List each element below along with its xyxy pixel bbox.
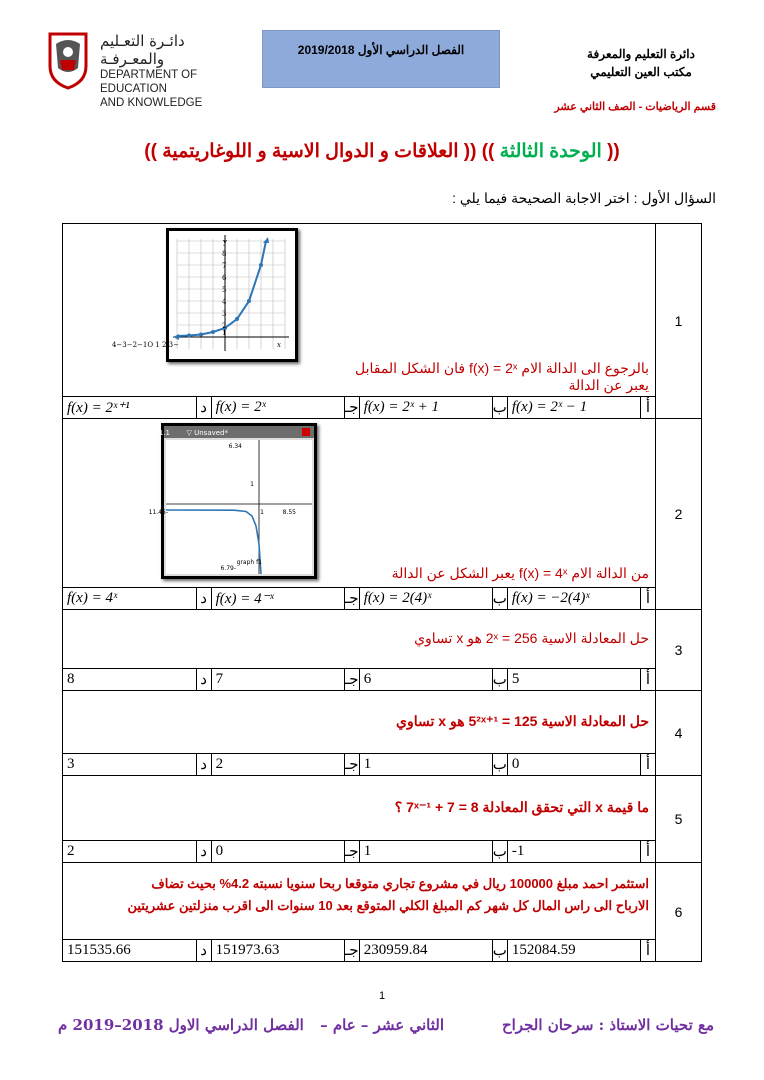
options-row	[63, 587, 655, 609]
option-letter: أ	[641, 841, 656, 863]
question-text: ما قيمة x التي تحقق المعادلة 7ˣ⁻¹ + 7 = 8 ؟	[394, 799, 649, 815]
page-number: 1	[378, 990, 386, 1002]
option-letter: د	[196, 588, 211, 610]
option-d[interactable]: f(x) = 4ˣ	[63, 588, 196, 610]
x-min: -11.45	[148, 509, 168, 516]
question-row	[63, 776, 702, 863]
footer-semester: الفصل الدراسي الاول 2018–2019 م	[58, 1016, 304, 1034]
option-b[interactable]: 1	[359, 754, 492, 776]
option-letter: د	[196, 754, 211, 776]
option-letter: جـ	[344, 754, 359, 776]
graph-label: graph f1	[236, 559, 262, 566]
y-axis-label: y	[223, 238, 227, 246]
option-letter: أ	[641, 940, 656, 962]
option-c[interactable]: 151973.63	[211, 940, 344, 962]
option-letter: ب	[492, 754, 507, 776]
semester-box: الفصل الدراسي الأول 2019/2018	[262, 30, 500, 88]
unit-title-name: العلاقات و الدوال الاسية و اللوغاريتمية	[162, 141, 459, 162]
y-tick: 6	[222, 274, 227, 282]
question-number: 5	[656, 776, 702, 863]
option-letter: د	[196, 397, 211, 419]
unit-title-close: ))	[144, 141, 157, 162]
option-a[interactable]: 152084.59	[507, 940, 640, 962]
option-c[interactable]: 2	[211, 754, 344, 776]
y-tick: 8	[222, 250, 227, 258]
close-icon[interactable]	[302, 428, 310, 436]
questions-table	[62, 223, 702, 962]
option-letter: ب	[492, 841, 507, 863]
option-a[interactable]: 5	[507, 669, 640, 691]
question-number: 4	[656, 691, 702, 776]
question-body	[63, 691, 656, 776]
calc-title: *Unsaved ▽	[186, 429, 228, 437]
subject-department: قسم الرياضيات - الصف الثاني عشر	[554, 101, 716, 113]
footer-grade: الثاني عشر – عام –	[320, 1016, 444, 1034]
option-b[interactable]: 1	[359, 841, 492, 863]
exponential-graph	[111, 228, 298, 362]
question-text: حل المعادلة الاسية 2ˣ = 256 هو x تساوي	[414, 630, 649, 646]
department-logo	[46, 30, 90, 90]
x-tick-labels: −4−3−2−1O 1 2 3	[111, 341, 179, 349]
question-number: 2	[656, 419, 702, 610]
y-tick: 7	[222, 262, 227, 270]
option-c[interactable]: 7	[211, 669, 344, 691]
question-body	[63, 224, 656, 419]
option-b[interactable]: 6	[359, 669, 492, 691]
question-body	[63, 419, 656, 610]
y-tick: 3	[222, 310, 227, 318]
logo-arabic: دائـرة التعـليم والمعـرفـة	[100, 32, 185, 68]
option-letter: ب	[492, 940, 507, 962]
option-letter: د	[196, 669, 211, 691]
option-b[interactable]: 230959.84	[359, 940, 492, 962]
x-axis-label: x	[277, 341, 281, 349]
option-c[interactable]: f(x) = 2ˣ	[211, 397, 344, 419]
option-letter: جـ	[344, 588, 359, 610]
x-one: 1	[260, 509, 264, 516]
option-b[interactable]: f(x) = 2ˣ + 1	[359, 397, 492, 419]
option-d[interactable]: 2	[63, 841, 196, 863]
option-d[interactable]: 8	[63, 669, 196, 691]
options-row	[63, 939, 655, 961]
option-c[interactable]: 0	[211, 841, 344, 863]
option-a[interactable]: 0	[507, 754, 640, 776]
option-letter: جـ	[344, 669, 359, 691]
question-text: حل المعادلة الاسية 5²ˣ⁺¹ = 125 هو x تساوي	[396, 713, 649, 729]
question-body	[63, 610, 656, 691]
options-row	[63, 396, 655, 418]
y-tick: 1	[222, 329, 227, 337]
option-a[interactable]: f(x) = −2(4)ˣ	[507, 588, 640, 610]
option-letter: د	[196, 841, 211, 863]
options-row	[63, 668, 655, 690]
option-d[interactable]: 3	[63, 754, 196, 776]
department-line2: مكتب العين التعليمي	[590, 65, 692, 79]
question-text	[83, 360, 655, 394]
question-number: 3	[656, 610, 702, 691]
question-row	[63, 224, 702, 419]
calc-tab: 1.1	[158, 429, 170, 437]
option-letter: د	[196, 940, 211, 962]
x-max: 8.55	[282, 509, 296, 516]
question-row	[63, 863, 702, 962]
option-letter: ب	[492, 397, 507, 419]
y-one: 1	[250, 481, 254, 488]
option-letter: جـ	[344, 940, 359, 962]
y-max: 6.34	[228, 443, 242, 450]
option-a[interactable]: -1	[507, 841, 640, 863]
unit-title-middle: )) ((	[463, 141, 495, 162]
calculator-graph	[148, 423, 317, 579]
unit-title-unit: الوحدة الثالثة	[499, 141, 602, 162]
option-c[interactable]: f(x) = 4⁻ˣ	[211, 588, 344, 610]
logo-english-line2: AND KNOWLEDGE	[100, 97, 203, 109]
option-letter: جـ	[344, 841, 359, 863]
question-heading: السؤال الأول : اختر الاجابة الصحيحة فيما يلي :	[452, 190, 716, 206]
option-letter: جـ	[344, 397, 359, 419]
question-text-line1: استثمر احمد مبلغ 100000 ريال في مشروع تجاري متوقعا ربحا سنويا نسبته 4.2% بحيث تضاف	[151, 876, 649, 891]
option-letter: أ	[641, 397, 656, 419]
option-d[interactable]: 151535.66	[63, 940, 196, 962]
options-row	[63, 753, 655, 775]
footer-teacher: مع تحيات الاستاذ : سرحان الجراح	[501, 1016, 714, 1034]
y-min: -6.79	[220, 565, 236, 572]
question-number: 1	[656, 224, 702, 419]
question-text-line1: بالرجوع الى الدالة الام f(x) = 2ˣ فان الشكل المقابل	[354, 360, 649, 376]
question-text-line2: الارباح الى راس المال كل شهر كم المبلغ الكلي المتوقع بعد 10 سنوات الى اقرب منزلتين عشريتين	[127, 898, 649, 913]
question-body	[63, 776, 656, 863]
department-line1: دائرة التعليم والمعرفة	[587, 47, 695, 61]
department-name	[566, 45, 716, 81]
question-row	[63, 610, 702, 691]
question-row	[63, 419, 702, 610]
question-row	[63, 691, 702, 776]
option-letter: ب	[492, 588, 507, 610]
option-d[interactable]: f(x) = 2ˣ⁺¹	[63, 397, 196, 419]
option-a[interactable]: f(x) = 2ˣ − 1	[507, 397, 640, 419]
options-row	[63, 840, 655, 862]
y-tick: 5	[222, 286, 227, 294]
option-letter: أ	[641, 754, 656, 776]
option-letter: أ	[641, 669, 656, 691]
question-text	[63, 863, 655, 939]
logo-english-line1: DEPARTMENT OF EDUCATION	[100, 69, 198, 95]
logo-text	[100, 32, 250, 110]
question-text-line2: يعبر عن الدالة	[568, 377, 649, 393]
y-tick: 2	[222, 322, 227, 330]
question-body	[63, 863, 656, 962]
question-text: من الدالة الام f(x) = 4ˣ يعبر الشكل عن الدالة	[391, 565, 649, 581]
option-letter: أ	[641, 588, 656, 610]
option-b[interactable]: f(x) = 2(4)ˣ	[359, 588, 492, 610]
y-tick: 4	[222, 298, 227, 306]
unit-title-open: ((	[607, 141, 620, 162]
question-number: 6	[656, 863, 702, 962]
option-letter: ب	[492, 669, 507, 691]
unit-title	[0, 140, 764, 163]
